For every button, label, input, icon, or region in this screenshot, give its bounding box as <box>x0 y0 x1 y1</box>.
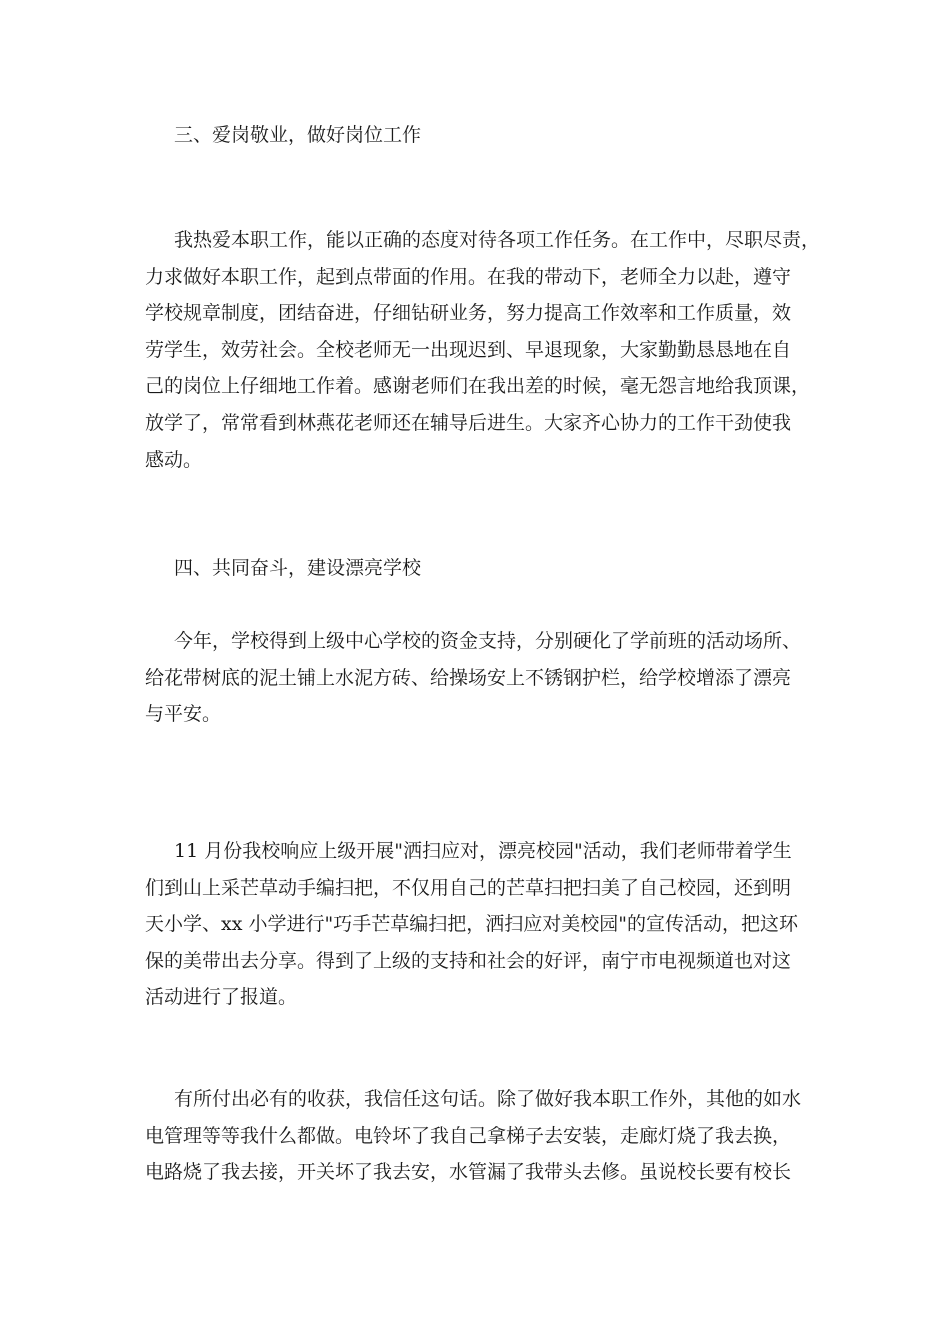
paragraph-line: 电管理等等我什么都做。电铃坏了我自己拿梯子去安装，走廊灯烧了我去换， <box>145 1124 792 1147</box>
section4-heading: 四、共同奋斗，建设漂亮学校 <box>174 557 422 579</box>
section3-heading: 三、爱岗敬业，做好岗位工作 <box>174 124 422 146</box>
paragraph-line: 给花带树底的泥土铺上水泥方砖、给操场安上不锈钢护栏，给学校增添了漂亮 <box>145 666 792 689</box>
paragraph-line: 们到山上采芒草动手编扫把，不仅用自己的芒草扫把扫美了自己校园，还到明 <box>145 876 792 899</box>
section4-paragraph-3 <box>145 1081 805 1191</box>
section4-paragraph-2 <box>145 833 805 1016</box>
paragraph-line: 今年，学校得到上级中心学校的资金支持，分别硬化了学前班的活动场所、 <box>174 630 802 652</box>
paragraph-line: 活动进行了报道。 <box>145 986 298 1009</box>
paragraph-line: 电路烧了我去接，开关坏了我去安，水管漏了我带头去修。虽说校长要有校长 <box>145 1161 792 1184</box>
paragraph-line: 与平安。 <box>145 703 222 726</box>
paragraph-line: 感动。 <box>145 448 203 471</box>
paragraph-line: 劳学生，效劳社会。全校老师无一出现迟到、早退现象，大家勤勤恳恳地在自 <box>145 338 792 361</box>
paragraph-line: 天小学、xx 小学进行"巧手芒草编扫把，洒扫应对美校园"的宣传活动，把这环 <box>145 913 798 936</box>
paragraph-line: 我热爱本职工作，能以正确的态度对待各项工作任务。在工作中，尽职尽责， <box>174 229 821 251</box>
paragraph-line: 11 月份我校响应上级开展"洒扫应对，漂亮校园"活动，我们老师带着学生 <box>174 840 792 862</box>
paragraph-line: 保的美带出去分享。得到了上级的支持和社会的好评，南宁市电视频道也对这 <box>145 949 792 972</box>
section4-paragraph-1 <box>145 623 805 733</box>
paragraph-line: 放学了，常常看到林燕花老师还在辅导后进生。大家齐心协力的工作干劲使我 <box>145 411 792 434</box>
paragraph-line: 己的岗位上仔细地工作着。感谢老师们在我出差的时候，毫无怨言地给我顶课， <box>145 375 811 398</box>
paragraph-line: 有所付出必有的收获，我信任这句话。除了做好我本职工作外，其他的如水 <box>174 1088 802 1110</box>
paragraph-line: 力求做好本职工作，起到点带面的作用。在我的带动下，老师全力以赴，遵守 <box>145 265 792 288</box>
paragraph-line: 学校规章制度，团结奋进，仔细钻研业务，努力提高工作效率和工作质量，效 <box>145 302 792 325</box>
section3-paragraph <box>145 222 821 478</box>
